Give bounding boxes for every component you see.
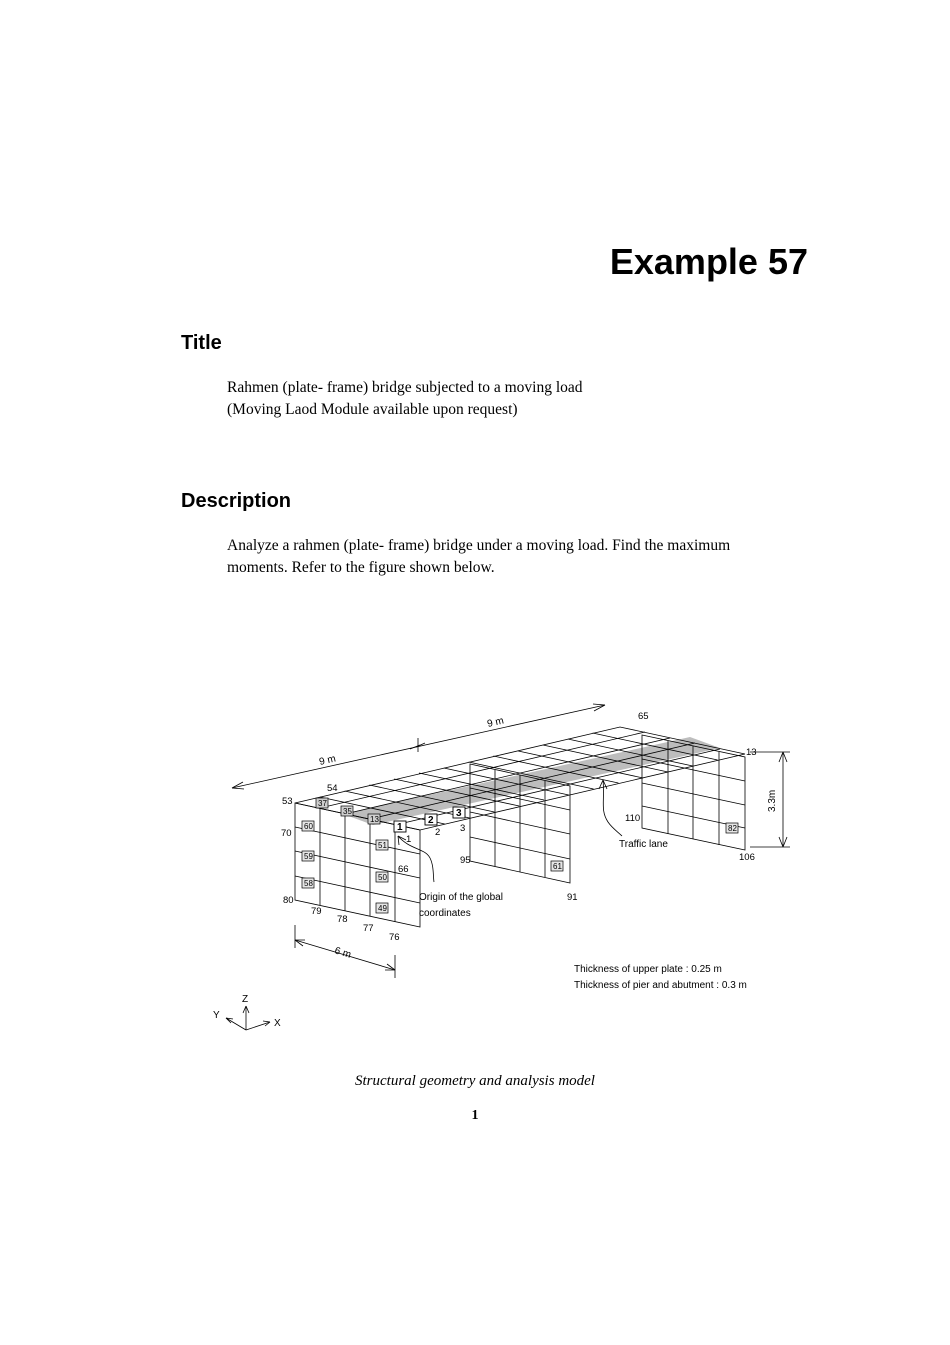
description-text bbox=[227, 535, 787, 579]
traffic-lane-annotation: Traffic lane bbox=[619, 839, 668, 850]
node-label: 65 bbox=[638, 711, 649, 722]
element-60 bbox=[302, 821, 314, 831]
title-text bbox=[227, 377, 787, 421]
thickness-pier-note: Thickness of pier and abutment : 0.3 m bbox=[574, 980, 747, 991]
axis-x-label: X bbox=[274, 1018, 281, 1029]
thickness-upper-note: Thickness of upper plate : 0.25 m bbox=[574, 964, 722, 975]
node-label: 66 bbox=[398, 864, 409, 875]
svg-text:37: 37 bbox=[318, 799, 327, 808]
element-3 bbox=[453, 807, 465, 819]
node-label: 95 bbox=[460, 855, 471, 866]
element-2 bbox=[425, 814, 437, 826]
svg-text:82: 82 bbox=[728, 824, 737, 833]
span-left-label: 9 m bbox=[318, 753, 337, 768]
description-line-2: moments. Refer to the figure shown below. bbox=[227, 559, 495, 576]
title-heading: Title bbox=[181, 332, 222, 354]
node-label: 78 bbox=[337, 914, 348, 925]
element-13 bbox=[368, 814, 380, 824]
bridge-model-drawing bbox=[205, 700, 825, 1050]
node-label: 3 bbox=[460, 823, 466, 834]
node-label: 79 bbox=[311, 906, 322, 917]
axis-z-label: Z bbox=[242, 994, 249, 1005]
svg-text:35: 35 bbox=[343, 807, 352, 816]
description-heading: Description bbox=[181, 490, 292, 512]
span-right-label: 9 m bbox=[486, 715, 505, 730]
page-number: 1 bbox=[471, 1108, 479, 1123]
page-heading: Example 57 bbox=[609, 241, 808, 282]
element-82 bbox=[726, 823, 738, 833]
element-51 bbox=[376, 840, 388, 850]
element-37 bbox=[316, 798, 328, 808]
node-label: 110 bbox=[625, 813, 641, 824]
svg-text:58: 58 bbox=[304, 879, 313, 888]
element-59 bbox=[302, 851, 314, 861]
title-line-1: Rahmen (plate- frame) bridge subjected to a moving load bbox=[227, 379, 583, 396]
node-label: 70 bbox=[281, 828, 292, 839]
node-label: 13 bbox=[746, 747, 757, 758]
svg-text:49: 49 bbox=[378, 904, 387, 913]
node-label: 54 bbox=[327, 783, 338, 794]
node-label: 77 bbox=[363, 923, 374, 934]
axis-y-label: Y bbox=[213, 1010, 220, 1021]
node-label: 53 bbox=[282, 796, 293, 807]
origin-annotation-line-2: coordinates bbox=[419, 908, 471, 919]
node-label: 80 bbox=[283, 895, 294, 906]
element-1 bbox=[394, 821, 406, 833]
element-61 bbox=[551, 861, 563, 871]
node-label: 106 bbox=[739, 852, 755, 863]
svg-text:60: 60 bbox=[304, 822, 313, 831]
svg-text:13: 13 bbox=[370, 815, 379, 824]
svg-text:51: 51 bbox=[378, 841, 387, 850]
figure-caption: Structural geometry and analysis model bbox=[355, 1073, 595, 1089]
description-line-1: Analyze a rahmen (plate- frame) bridge under a moving load. Find the maximum bbox=[227, 537, 731, 554]
width-label: 6 m bbox=[333, 945, 353, 961]
node-label: 2 bbox=[435, 827, 441, 838]
title-line-2: (Moving Laod Module available upon request) bbox=[227, 401, 518, 418]
svg-text:61: 61 bbox=[553, 862, 562, 871]
height-label: 3.3m bbox=[767, 789, 778, 812]
svg-text:3: 3 bbox=[456, 808, 462, 819]
svg-text:2: 2 bbox=[428, 815, 434, 826]
node-label: 91 bbox=[567, 892, 578, 903]
svg-text:50: 50 bbox=[378, 873, 387, 882]
svg-text:59: 59 bbox=[304, 852, 313, 861]
element-49 bbox=[376, 903, 388, 913]
node-label: 1 bbox=[406, 834, 412, 845]
node-label: 76 bbox=[389, 932, 400, 943]
svg-text:1: 1 bbox=[397, 822, 403, 833]
origin-annotation-line-1: Origin of the global bbox=[419, 892, 503, 903]
element-35 bbox=[341, 806, 353, 816]
element-50 bbox=[376, 872, 388, 882]
element-58 bbox=[302, 878, 314, 888]
structural-figure bbox=[205, 700, 825, 1050]
